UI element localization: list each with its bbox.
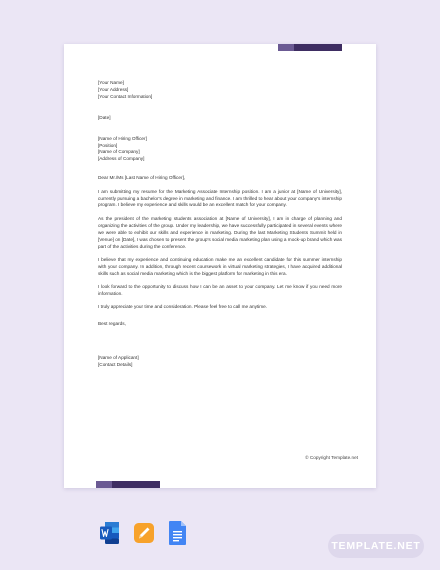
word-icon[interactable] (100, 520, 120, 546)
closing: Best regards, (98, 321, 126, 327)
recipient-position: [Position] (98, 142, 118, 148)
recipient-name: [Name of Hiring Officer] (98, 135, 147, 141)
paragraph-4: I look forward to the opportunity to discuss how I can be an asset to your company. Let me know if you need more information. (98, 284, 342, 297)
recipient-company: [Name of Company] (98, 149, 140, 155)
paragraph-5: I truly appreciate your time and consideration. Please feel free to call me anytime. (98, 304, 268, 310)
top-accent-bar-dark (294, 44, 342, 51)
signature-space (98, 335, 342, 355)
bottom-accent-bar-dark (112, 481, 160, 488)
bottom-accent-bar-light (96, 481, 112, 488)
applicant-contact: [Contact Details] (98, 361, 133, 367)
sender-address: [Your Address] (98, 86, 129, 92)
copyright-text: © Copyright Template.net (305, 455, 358, 460)
applicant-name: [Name of Applicant] (98, 354, 139, 360)
salutation: Dear Mr./Ms [Last Name of Hiring Officer], (98, 175, 186, 181)
letter-body (98, 80, 342, 375)
signature-block (98, 355, 342, 369)
recipient-block (98, 136, 342, 164)
top-accent-bar-light (278, 44, 294, 51)
app-icons (100, 520, 188, 546)
pages-icon[interactable] (134, 520, 154, 546)
google-docs-icon[interactable] (168, 520, 188, 546)
letter-date: [Date] (98, 114, 111, 120)
sender-block (98, 80, 342, 101)
sender-name: [Your Name] (98, 80, 124, 85)
sender-contact: [Your Contact Information] (98, 93, 153, 99)
recipient-address: [Address of Company] (98, 156, 145, 162)
paragraph-3: I believe that my experience and continuing education make me an excellent candidate for this summer internship with your company. In addition, through recent coursework in virtual marketing strategies, I have acquired additional skills such as social media marketing which is the biggest platform for marketing in this era. (98, 256, 342, 276)
paragraph-1: I am submitting my resume for the Marketing Associate Internship position. I am a junior at [Name of University], currently pursuing a bachelor's degree in marketing and finance. I am thrilled to hear about your company's internship program. I believe my experience and skills would be an excellent match for your company. (98, 188, 342, 208)
paragraph-2: As the president of the marketing students association at [Name of University], I am in charge of planning and organizing the activities of the group. Under my leadership, we have successfully participated in several events where we were able to exhibit our skills and experience in marketing. During the last Marketing Students Summit held in [Venue] on [Date], I was chosen to present the group's social media marketing plan using a mock-up brand which was part of the activities during the conference. (98, 215, 342, 249)
template-net-badge[interactable]: TEMPLATE.NET (328, 534, 424, 558)
letter-page (64, 44, 376, 488)
